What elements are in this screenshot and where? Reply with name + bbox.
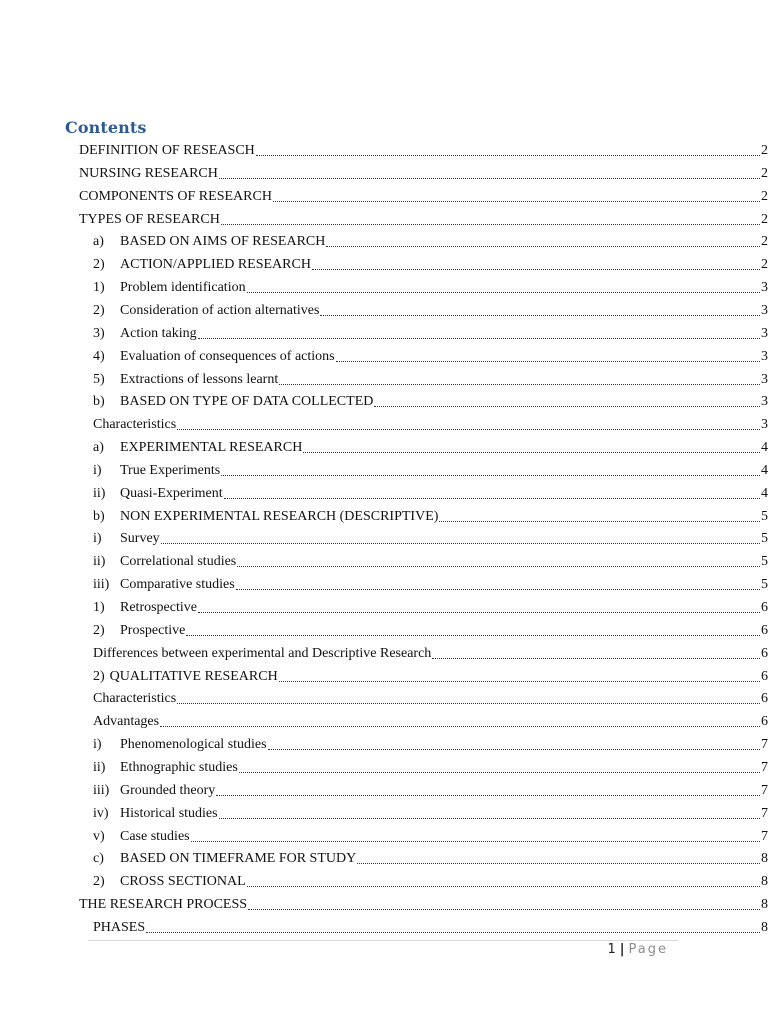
toc-dot-leader [216,794,760,796]
toc-entry[interactable] [93,324,768,344]
toc-entry-number: ii) [93,759,106,775]
footer-separator: | [619,942,625,957]
toc-entry-title: ACTION/APPLIED RESEARCH [120,257,311,273]
toc-entry[interactable] [79,187,768,207]
toc-dot-leader [247,885,760,887]
toc-dot-leader [191,840,760,842]
toc-entry-title: Advantages [93,714,160,730]
toc-entry-number: b) [93,508,105,524]
toc-dot-leader [336,360,760,362]
toc-entry-title: BASED ON TYPE OF DATA COLLECTED [120,394,374,410]
toc-entry-number: iii) [93,782,110,798]
toc-dot-leader [177,428,760,430]
toc-entry-page-number: 6 [761,668,768,684]
toc-entry-page-number: 3 [761,348,768,364]
toc-entry[interactable] [93,804,768,824]
toc-entry[interactable] [93,735,768,755]
toc-entry-number: a) [93,440,104,456]
toc-entry-number: iii) [93,577,110,593]
toc-entry-page-number: 3 [761,280,768,296]
toc-dot-leader [177,702,760,704]
toc-entry-page-number: 7 [761,759,768,775]
toc-dot-leader [439,520,760,522]
toc-entry-number: a) [93,234,104,250]
toc-entry-page-number: 2 [761,143,768,158]
toc-entry-title: Characteristics [93,691,177,707]
toc-dot-leader [268,748,760,750]
toc-entry-page-number: 6 [761,600,768,615]
toc-entry-title: Retrospective [120,600,197,615]
toc-dot-leader [273,200,760,202]
toc-entry-title: Historical studies [120,805,218,821]
toc-entry-page-number: 7 [761,828,768,844]
toc-entry-number: ii) [93,485,106,501]
toc-dot-leader [160,725,760,727]
toc-entry-title: EXPERIMENTAL RESEARCH [120,440,303,456]
toc-entry-title: Survey [120,531,160,547]
toc-entry[interactable] [93,529,768,549]
toc-entry-page-number: 5 [761,508,768,524]
footer-page-label: Page [628,942,668,957]
toc-entry[interactable] [93,712,768,732]
toc-entry[interactable] [79,141,768,161]
toc-dot-leader [219,177,760,179]
toc-entry-number: v) [93,828,105,844]
toc-entry-number: 3) [93,325,105,341]
toc-dot-leader [320,314,760,316]
toc-dot-leader [198,337,760,339]
toc-entry-number: 1) [93,280,105,296]
toc-dot-leader [239,771,760,773]
toc-entry-title: PHASES [93,919,146,935]
toc-entry-page-number: 8 [761,897,768,913]
toc-entry-title: BASED ON AIMS OF RESEARCH [120,234,326,250]
toc-entry-title: Action taking [120,325,197,341]
toc-entry-page-number: 6 [761,691,768,707]
toc-entry-title: THE RESEARCH PROCESS [79,897,248,913]
toc-entry[interactable] [93,758,768,778]
toc-entry-number: 2) [93,257,105,273]
toc-entry-page-number: 8 [761,919,768,935]
toc-dot-leader [247,291,760,293]
toc-entry-page-number: 4 [761,462,768,478]
toc-dot-leader [198,611,760,613]
toc-dot-leader [279,383,760,385]
toc-entry[interactable] [93,438,768,458]
footer-page-number: 1 [607,942,616,957]
toc-dot-leader [326,245,760,247]
toc-entry-page-number: 6 [761,714,768,730]
toc-entry-title: Case studies [120,828,190,844]
toc-entry-title: TYPES OF RESEARCH [79,211,220,227]
toc-entry-page-number: 2 [761,165,768,181]
toc-entry-title: BASED ON TIMEFRAME FOR STUDY [120,851,357,867]
toc-entry-title: Characteristics [93,417,177,433]
toc-dot-leader [161,542,760,544]
toc-entry-title: Correlational studies [120,554,237,570]
toc-entry-page-number: 2 [761,257,768,273]
toc-entry[interactable] [93,278,768,298]
toc-entry-page-number: 3 [761,394,768,410]
toc-entry[interactable] [93,575,768,595]
toc-entry-title: Grounded theory [120,782,216,798]
toc-entry-number: c) [93,851,104,867]
toc-entry-number: i) [93,462,102,478]
toc-dot-leader [146,931,760,933]
toc-entry-page-number: 3 [761,325,768,341]
toc-dot-leader [248,908,760,910]
toc-dot-leader [312,268,760,270]
toc-entry-title: Consideration of action alternatives [120,302,320,318]
toc-entry-number: i) [93,737,102,753]
toc-entry[interactable] [93,781,768,801]
toc-entry[interactable] [93,918,768,938]
toc-entry[interactable] [93,301,768,321]
toc-entry-page-number: 5 [761,577,768,593]
toc-entry-page-number: 2 [761,234,768,250]
toc-entry-title: True Experiments [120,462,221,478]
toc-entry-page-number: 6 [761,622,768,638]
toc-entry-page-number: 3 [761,371,768,387]
toc-dot-leader [357,862,760,864]
toc-entry[interactable] [93,415,768,435]
toc-entry-title: Evaluation of consequences of actions [120,348,335,364]
toc-entry-page-number: 2 [761,211,768,227]
toc-entry-title: NON EXPERIMENTAL RESEARCH (DESCRIPTIVE) [120,508,439,524]
toc-entry-page-number: 4 [761,440,768,456]
toc-entry-title: DEFINITION OF RESEASCH [79,143,255,158]
toc-entry-title: Phenomenological studies [120,737,267,753]
toc-entry-number: ii) [93,554,106,570]
toc-dot-leader [186,634,760,636]
toc-entry-number: 2) [93,874,105,890]
toc-entry-number: 4) [93,348,105,364]
toc-entry-page-number: 7 [761,805,768,821]
toc-entry-title: Problem identification [120,280,246,296]
toc-entry[interactable] [93,347,768,367]
toc-dot-leader [236,588,760,590]
toc-entry-title: Ethnographic studies [120,759,238,775]
toc-entry[interactable] [93,689,768,709]
toc-entry-number: 1) [93,600,105,615]
toc-entry-page-number: 8 [761,874,768,890]
toc-entry-title: Quasi-Experiment [120,485,223,501]
toc-dot-leader [219,817,760,819]
toc-heading: Contents [65,118,147,137]
toc-entry[interactable] [93,232,768,252]
toc-entry-number: i) [93,531,102,547]
toc-dot-leader [303,451,760,453]
footer-divider [88,940,678,941]
toc-entry-page-number: 3 [761,417,768,433]
toc-entry[interactable] [93,667,768,687]
toc-entry[interactable] [93,392,768,412]
toc-entry-page-number: 7 [761,737,768,753]
toc-entry-title: Prospective [120,622,186,638]
toc-dot-leader [279,680,760,682]
toc-dot-leader [374,405,760,407]
toc-entry-title: NURSING RESEARCH [79,165,218,181]
toc-entry-number: 5) [93,371,105,387]
toc-dot-leader [221,223,760,225]
toc-entry[interactable] [93,621,768,641]
toc-entry-page-number: 5 [761,554,768,570]
toc-entry-title: COMPONENTS OF RESEARCH [79,188,272,204]
toc-entry[interactable] [93,370,768,390]
toc-entry[interactable] [93,827,768,847]
toc-entry[interactable] [93,644,768,664]
toc-entry-page-number: 3 [761,302,768,318]
toc-entry-number: 2) [93,622,105,638]
toc-dot-leader [256,154,760,156]
toc-entry-title: Comparative studies [120,577,235,593]
toc-dot-leader [237,565,760,567]
toc-dot-leader [224,497,760,499]
toc-entry[interactable] [93,872,768,892]
toc-entry-page-number: 2 [761,188,768,204]
toc-entry-number: 2) [93,668,105,684]
toc-dot-leader [221,474,760,476]
page-footer [0,942,668,957]
toc-entry[interactable] [79,164,768,184]
toc-entry-page-number: 7 [761,782,768,798]
toc-entry-page-number: 4 [761,485,768,501]
toc-entry[interactable] [93,598,768,618]
toc-entry-page-number: 6 [761,645,768,661]
toc-entry[interactable] [93,255,768,275]
toc-entry-title: CROSS SECTIONAL [120,874,246,890]
toc-entry-title: Extractions of lessons learnt [120,371,279,387]
toc-entry[interactable] [93,849,768,869]
toc-dot-leader [432,657,760,659]
toc-entry[interactable] [79,210,768,230]
toc-entry[interactable] [93,484,768,504]
toc-entry-number: 2) [93,302,105,318]
toc-entry[interactable] [93,461,768,481]
toc-entry-title: Differences between experimental and Descriptive Research [93,645,432,661]
toc-entry-number: iv) [93,805,109,821]
toc-entry-number: b) [93,394,105,410]
toc-entry-page-number: 5 [761,531,768,547]
toc-entry-page-number: 8 [761,851,768,867]
toc-entry-title: QUALITATIVE RESEARCH [109,668,278,684]
toc-entry[interactable] [79,895,768,915]
toc-entry[interactable] [93,507,768,527]
toc-entry[interactable] [93,552,768,572]
